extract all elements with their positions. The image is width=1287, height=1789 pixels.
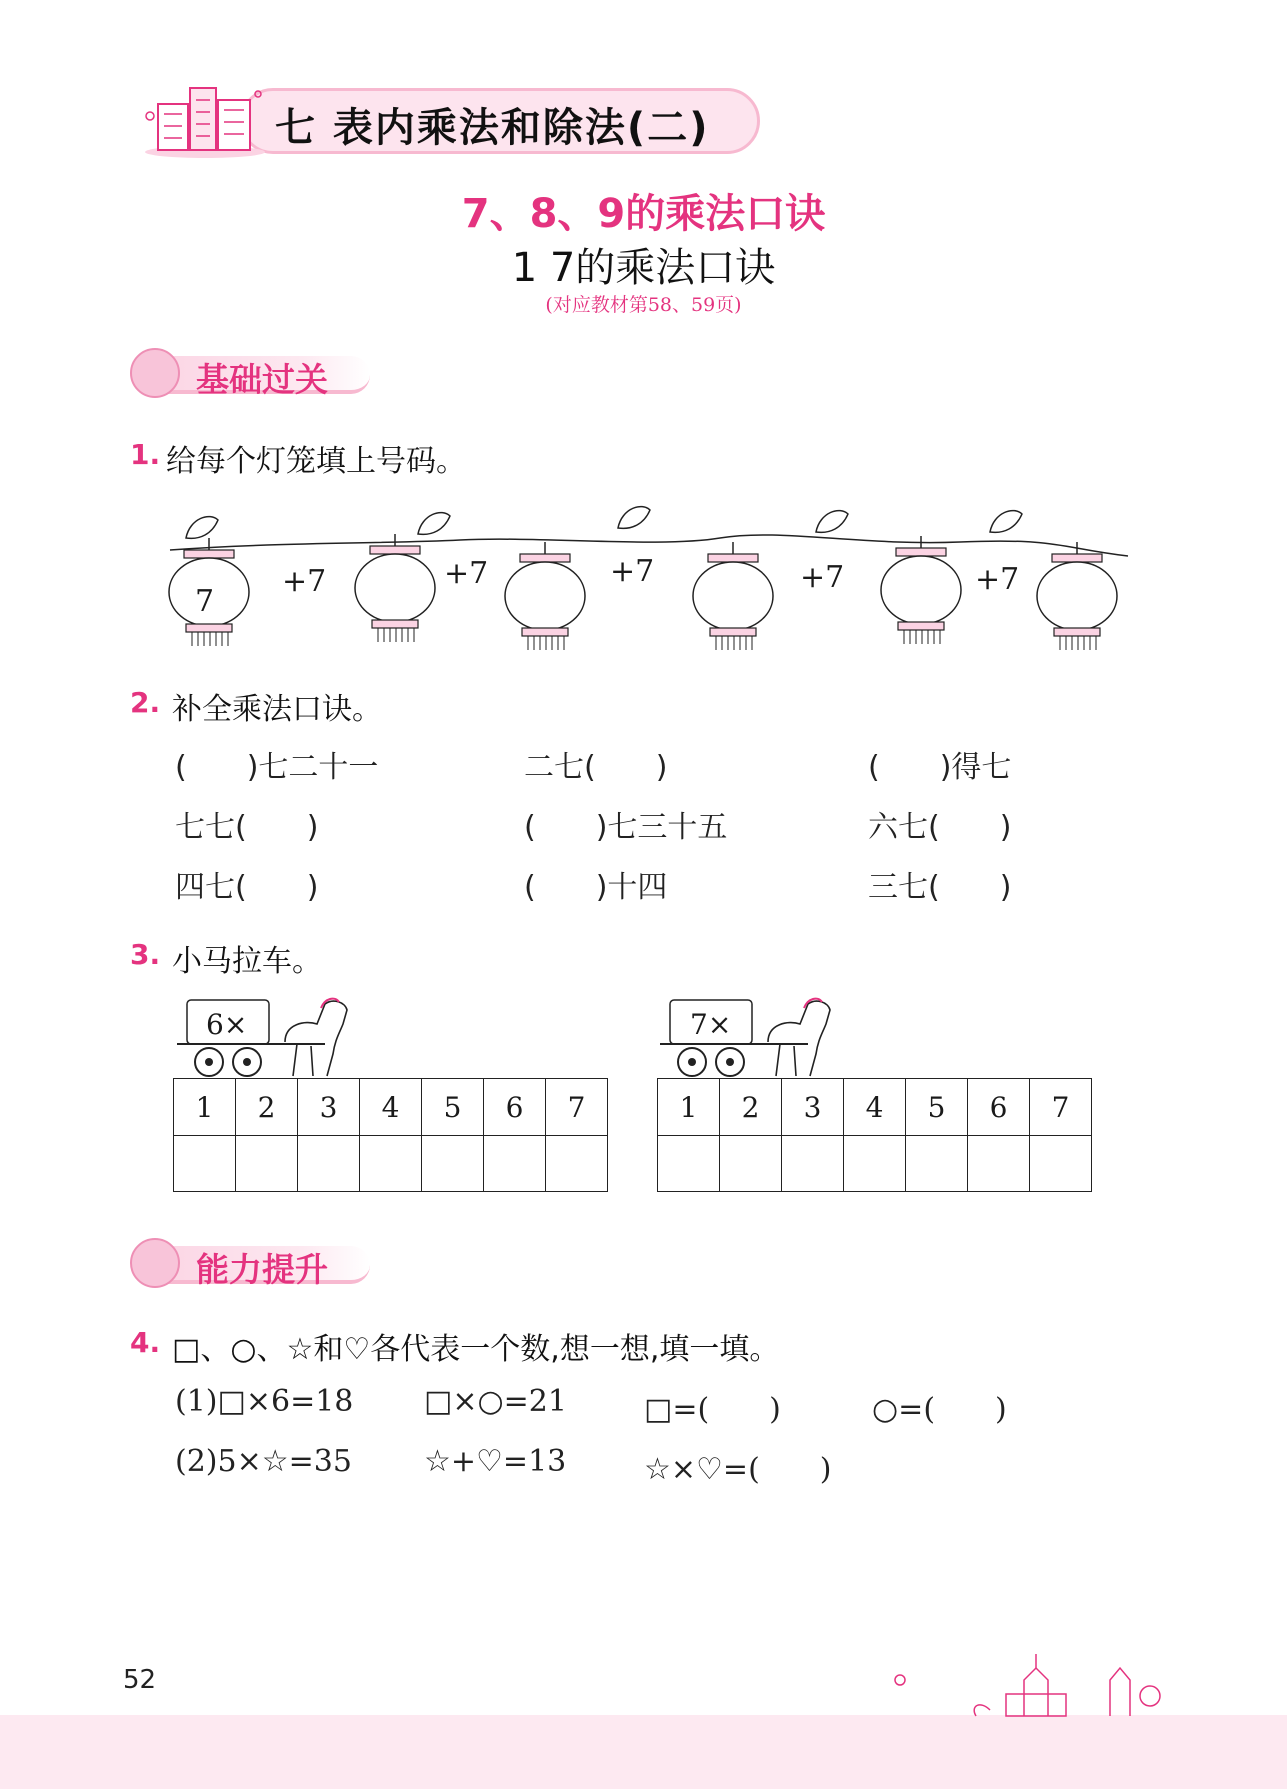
step-label: +7 [610, 554, 655, 589]
cart-label: 6× [206, 1008, 248, 1041]
table-header-cell: 7 [1030, 1079, 1092, 1136]
answer-cell[interactable] [298, 1136, 360, 1192]
table-header-cell: 5 [906, 1079, 968, 1136]
step-label: +7 [444, 556, 489, 591]
lantern-icon [688, 542, 778, 652]
table-header-cell: 3 [782, 1079, 844, 1136]
question-text: 给每个灯笼填上号码。 [166, 444, 466, 479]
answer-cell[interactable] [1030, 1136, 1092, 1192]
multiplication-rhyme-blank: ( )七三十五 [524, 810, 728, 845]
answer-blank: ☆×♡=( ) [644, 1452, 832, 1487]
answer-cell[interactable] [546, 1136, 608, 1192]
castle-decoration-icon [880, 1650, 1170, 1720]
table-header-cell: 6 [968, 1079, 1030, 1136]
answer-cell[interactable] [174, 1136, 236, 1192]
chapter-title: 七 表内乘法和除法(二) [275, 105, 710, 151]
lesson-title: 1 7的乘法口诀 [511, 245, 776, 291]
cartoon-badge-icon [130, 348, 180, 398]
multiplication-rhyme-blank: ( )十四 [524, 870, 668, 905]
multiplication-rhyme-blank: 四七( ) [175, 870, 319, 905]
multiplication-rhyme-blank: ( )得七 [868, 750, 1012, 785]
cartoon-badge-icon [130, 1238, 180, 1288]
question-number: 2. [130, 686, 161, 719]
table-header-cell: 2 [236, 1079, 298, 1136]
multiplication-table [173, 1078, 608, 1192]
horse-cart-icon [175, 994, 375, 1078]
table-header-cell: 1 [658, 1079, 720, 1136]
question-number: 1. [130, 438, 161, 471]
equation: (1)□×6=18 [175, 1384, 354, 1419]
question-text: 小马拉车。 [172, 944, 322, 979]
answer-blank: ○=( ) [872, 1392, 1007, 1427]
step-label: +7 [975, 562, 1020, 597]
equation: (2)5×☆=35 [175, 1444, 352, 1479]
lantern-icon [876, 536, 966, 646]
multiplication-table [657, 1078, 1092, 1192]
lantern-icon [1032, 542, 1122, 652]
footer-band [0, 1715, 1287, 1789]
answer-cell[interactable] [844, 1136, 906, 1192]
textbook-reference: (对应教材第58、59页) [545, 294, 742, 316]
multiplication-rhyme-blank: 二七( ) [524, 750, 668, 785]
table-header-cell: 4 [360, 1079, 422, 1136]
table-header-cell: 3 [298, 1079, 360, 1136]
table-header-cell: 4 [844, 1079, 906, 1136]
equation: □×○=21 [424, 1384, 567, 1419]
multiplication-rhyme-blank: 六七( ) [868, 810, 1012, 845]
answer-cell[interactable] [720, 1136, 782, 1192]
lantern-row [160, 498, 1140, 658]
section-header-advanced [130, 1238, 370, 1290]
cart-label: 7× [690, 1008, 732, 1041]
answer-cell[interactable] [658, 1136, 720, 1192]
step-label: +7 [800, 560, 845, 595]
multiplication-rhyme-blank: ( )七二十一 [175, 750, 379, 785]
section-header-basic [130, 348, 370, 400]
lantern-icon [500, 542, 590, 652]
section-header-label: 能力提升 [196, 1250, 328, 1289]
step-label: +7 [282, 564, 327, 599]
lantern-icon [350, 534, 440, 644]
horse-cart-icon [658, 994, 858, 1078]
answer-cell[interactable] [968, 1136, 1030, 1192]
answer-blank: □=( ) [644, 1392, 781, 1427]
multiplication-rhyme-blank: 七七( ) [175, 810, 319, 845]
table-header-cell: 6 [484, 1079, 546, 1136]
answer-cell[interactable] [236, 1136, 298, 1192]
chapter-banner [140, 82, 770, 160]
answer-cell[interactable] [906, 1136, 968, 1192]
table-header-cell: 7 [546, 1079, 608, 1136]
table-header-cell: 2 [720, 1079, 782, 1136]
answer-cell[interactable] [484, 1136, 546, 1192]
table-header-cell: 1 [174, 1079, 236, 1136]
question-number: 4. [130, 1326, 161, 1359]
question-text: □、○、☆和♡各代表一个数,想一想,填一填。 [172, 1332, 780, 1367]
question-number: 3. [130, 938, 161, 971]
multiplication-rhyme-blank: 三七( ) [868, 870, 1012, 905]
equation: ☆+♡=13 [424, 1444, 567, 1479]
answer-cell[interactable] [782, 1136, 844, 1192]
answer-cell[interactable] [360, 1136, 422, 1192]
table-header-cell: 5 [422, 1079, 484, 1136]
lantern-first-value: 7 [195, 584, 215, 619]
page-number: 52 [123, 1665, 157, 1695]
question-text: 补全乘法口诀。 [172, 692, 382, 727]
section-header-label: 基础过关 [196, 360, 328, 399]
answer-cell[interactable] [422, 1136, 484, 1192]
section-title: 7、8、9的乘法口诀 [461, 191, 826, 237]
buildings-icon [140, 82, 270, 160]
